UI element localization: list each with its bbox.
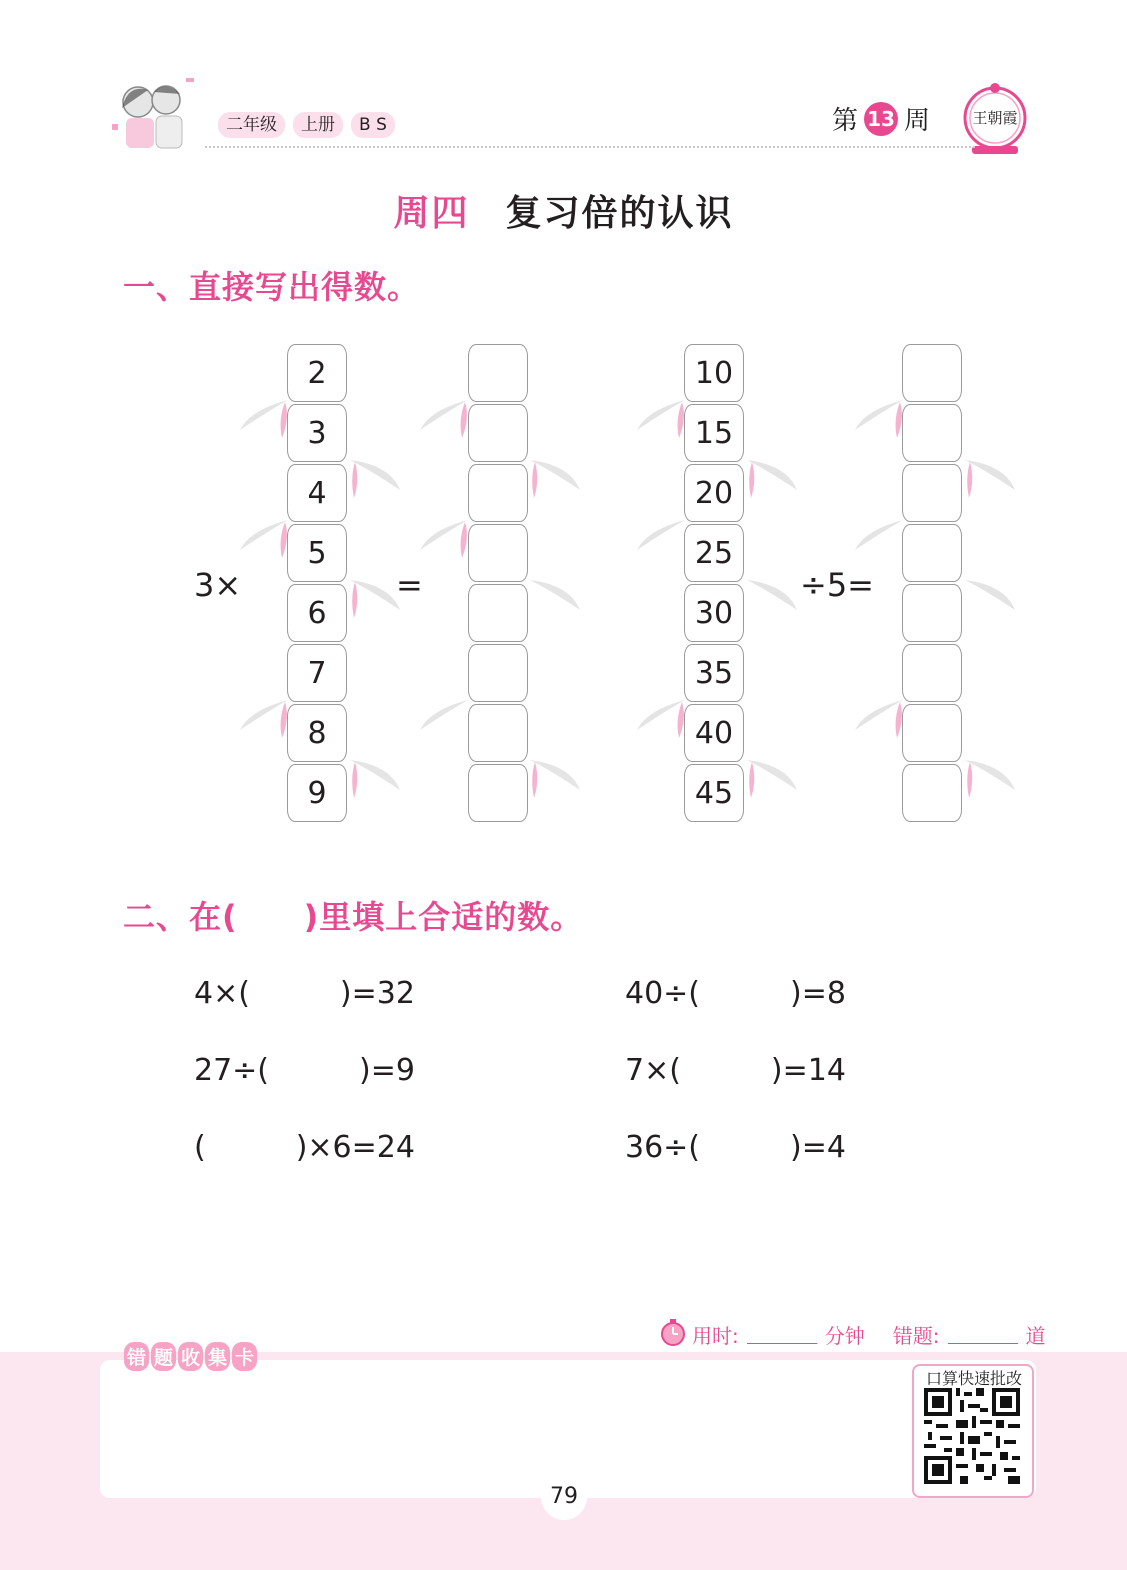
- week-indicator: [832, 100, 930, 137]
- section1-heading: 一、直接写出得数。: [123, 268, 421, 306]
- page-number: 79: [541, 1474, 587, 1520]
- week-number-badge: 13: [864, 102, 898, 136]
- edition-tag: B S: [351, 112, 395, 138]
- volume-tag: 上册: [293, 112, 343, 138]
- page-title: [0, 185, 1127, 236]
- qr-label: 口算快速批改: [926, 1369, 1023, 1388]
- factor-cell: 7: [287, 644, 347, 702]
- title-day: 周四: [393, 193, 470, 234]
- equation[interactable]: 36÷( )=4: [625, 1130, 846, 1165]
- answer-cell[interactable]: [902, 644, 962, 702]
- card-label-char: 集: [205, 1342, 230, 1371]
- answer-cell[interactable]: [902, 524, 962, 582]
- section2-heading: 二、在( )里填上合适的数。: [123, 898, 584, 936]
- dividend-cell: 30: [684, 584, 744, 642]
- card-label-char: 题: [151, 1342, 176, 1371]
- answer-cell[interactable]: [902, 584, 962, 642]
- dividend-cell: 25: [684, 524, 744, 582]
- factor-cell: 4: [287, 464, 347, 522]
- answer-cell[interactable]: [902, 464, 962, 522]
- equals-sign: =: [396, 566, 423, 604]
- answer-cell[interactable]: [902, 344, 962, 402]
- error-card-label: [124, 1342, 257, 1371]
- kids-illustration: [108, 72, 204, 154]
- answer-cell[interactable]: [468, 524, 528, 582]
- factor-cell: 6: [287, 584, 347, 642]
- week-suffix: 周: [904, 106, 931, 136]
- factor-cell: 3: [287, 404, 347, 462]
- equation[interactable]: 4×( )=32: [194, 976, 415, 1011]
- brand-logo: [962, 82, 1028, 156]
- factor-cell: 8: [287, 704, 347, 762]
- answer-cell[interactable]: [468, 344, 528, 402]
- error-label: 错题:: [892, 1324, 940, 1348]
- factor-cell: 2: [287, 344, 347, 402]
- minute-label: 分钟: [824, 1324, 865, 1348]
- answer-cell[interactable]: [468, 644, 528, 702]
- factor-cell: 5: [287, 524, 347, 582]
- stopwatch-icon: [660, 1318, 686, 1351]
- dividend-cell: 10: [684, 344, 744, 402]
- dividend-cell: 45: [684, 764, 744, 822]
- divide-operator: ÷5=: [800, 566, 874, 604]
- answer-cell[interactable]: [468, 764, 528, 822]
- factor-cell: 9: [287, 764, 347, 822]
- answer-cell[interactable]: [902, 404, 962, 462]
- qr-code-icon[interactable]: [924, 1388, 1020, 1484]
- dividend-cell: 20: [684, 464, 744, 522]
- time-label: 用时:: [692, 1324, 739, 1348]
- answer-cell[interactable]: [468, 404, 528, 462]
- error-unit: 道: [1025, 1324, 1046, 1348]
- answer-cell[interactable]: [902, 764, 962, 822]
- card-label-char: 错: [124, 1342, 149, 1371]
- answer-cell[interactable]: [468, 584, 528, 642]
- dividend-cell: 40: [684, 704, 744, 762]
- time-blank[interactable]: [747, 1325, 817, 1344]
- equation[interactable]: 7×( )=14: [625, 1053, 846, 1088]
- dividend-cell: 15: [684, 404, 744, 462]
- grade-tags: [218, 112, 395, 138]
- answer-cell[interactable]: [468, 704, 528, 762]
- week-prefix: 第: [832, 106, 859, 136]
- header-divider: [205, 146, 975, 148]
- dividend-cell: 35: [684, 644, 744, 702]
- error-blank[interactable]: [948, 1325, 1018, 1344]
- card-label-char: 卡: [232, 1342, 257, 1371]
- multiply-operator: 3×: [194, 566, 242, 604]
- answer-cell[interactable]: [468, 464, 528, 522]
- equation[interactable]: 27÷( )=9: [194, 1053, 415, 1088]
- card-label-char: 收: [178, 1342, 203, 1371]
- logo-text: 王朝霞: [972, 109, 1018, 127]
- answer-cell[interactable]: [902, 704, 962, 762]
- grade-tag: 二年级: [218, 112, 285, 138]
- title-topic: 复习倍的认识: [505, 193, 734, 234]
- equation[interactable]: ( )×6=24: [194, 1130, 415, 1165]
- equation[interactable]: 40÷( )=8: [625, 976, 846, 1011]
- time-record: [660, 1318, 1046, 1351]
